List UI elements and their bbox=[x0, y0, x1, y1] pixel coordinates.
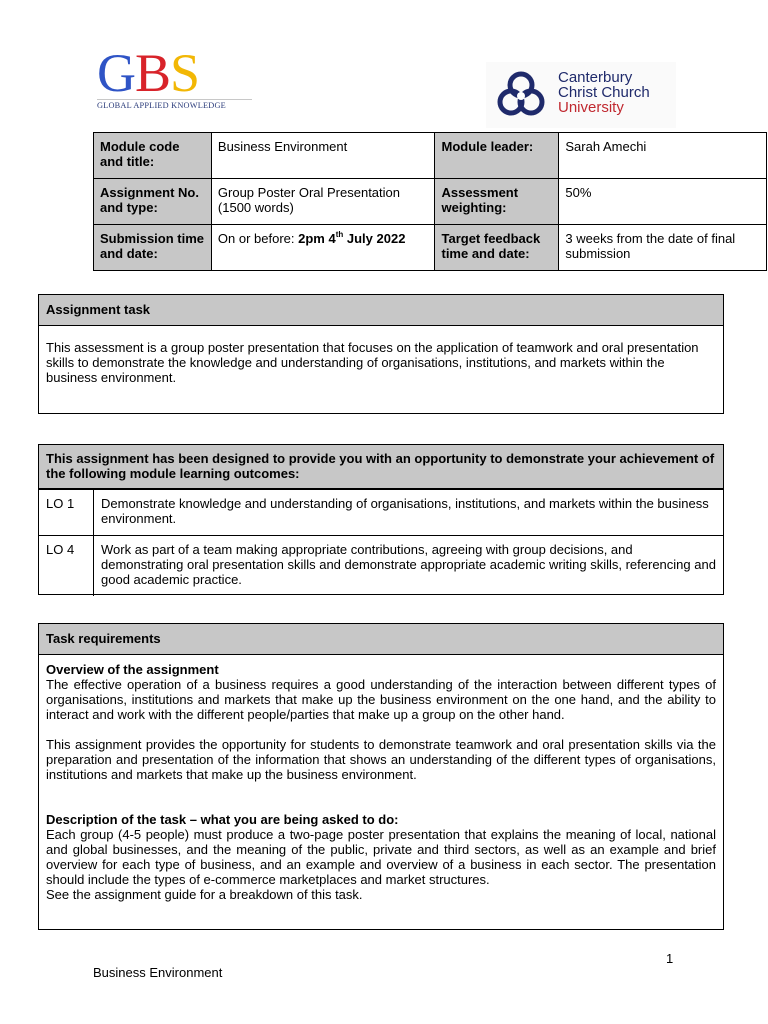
assignment-task-header: Assignment task bbox=[39, 295, 723, 326]
cccu-line-3: University bbox=[558, 99, 624, 116]
submission-ordinal: th bbox=[335, 230, 344, 239]
task-requirements-header: Task requirements bbox=[39, 624, 723, 655]
learning-outcome-code: LO 4 bbox=[39, 536, 94, 596]
gbs-letter-g: G bbox=[97, 43, 135, 103]
footer-text: Business Environment bbox=[93, 965, 223, 980]
assignment-task-box bbox=[38, 294, 724, 414]
submission-value bbox=[211, 225, 435, 271]
module-info-table bbox=[93, 132, 767, 271]
cccu-logo bbox=[486, 62, 676, 128]
feedback-value: 3 weeks from the date of final submission bbox=[559, 225, 767, 271]
gbs-logo bbox=[97, 43, 252, 112]
learning-outcomes-header: This assignment has been designed to provide you with an opportunity to demonstrate your achievement of the following module learning outcomes: bbox=[39, 445, 723, 489]
submission-time: 2pm 4 bbox=[298, 231, 336, 246]
submission-label: Submission time and date: bbox=[94, 225, 212, 271]
cccu-line-2: Christ Church bbox=[558, 84, 650, 101]
gbs-letter-b: B bbox=[135, 43, 171, 103]
learning-outcome-row bbox=[39, 489, 723, 535]
cccu-line-1: Canterbury bbox=[558, 69, 633, 86]
assignment-label: Assignment No. and type: bbox=[94, 179, 212, 225]
page-number: 1 bbox=[666, 951, 674, 966]
overview-paragraph: The effective operation of a business requires a good understanding of the interaction between different types of organisations, institutions and markets that make up the business environment on the one hand, and the ability to interact and work with the different people/parties that make up a group on the other hand. bbox=[46, 677, 716, 722]
module-leader-label: Module leader: bbox=[435, 133, 559, 179]
overview-paragraph: This assignment provides the opportunity for students to demonstrate teamwork and oral presentation skills via the preparation and presentation of the information that shows an understanding of the different types of organisations, institutions and markets that make up the business environment. bbox=[46, 737, 716, 782]
task-requirements-box bbox=[38, 623, 724, 930]
description-note: See the assignment guide for a breakdown of this task. bbox=[46, 887, 363, 902]
info-row bbox=[94, 133, 767, 179]
feedback-label: Target feedback time and date: bbox=[435, 225, 559, 271]
module-code-value: Business Environment bbox=[211, 133, 435, 179]
overview-heading: Overview of the assignment bbox=[46, 662, 219, 677]
module-code-label: Module code and title: bbox=[94, 133, 212, 179]
task-requirements-body bbox=[39, 655, 723, 910]
description-paragraph: Each group (4-5 people) must produce a two-page poster presentation that explains the meaning of local, national and global businesses, and the meaning of the public, private and third sectors, as well as an example and brief overview for each type of business, and an example and overview of a business in each sector. The presentation should include the types of e-commerce marketplaces and market structures. bbox=[46, 827, 716, 887]
weighting-value: 50% bbox=[559, 179, 767, 225]
cccu-trefoil-icon bbox=[496, 68, 546, 120]
submission-month-year: July 2022 bbox=[343, 231, 406, 246]
gbs-letter-s: S bbox=[170, 43, 200, 103]
info-row bbox=[94, 179, 767, 225]
learning-outcome-code: LO 1 bbox=[39, 490, 94, 535]
assignment-task-body: This assessment is a group poster presentation that focuses on the application of teamwork and oral presentation skills to demonstrate the knowledge and understanding of organisations, institutions, and markets within the business environment. bbox=[46, 340, 699, 385]
learning-outcome-row bbox=[39, 535, 723, 596]
info-row bbox=[94, 225, 767, 271]
learning-outcome-text: Demonstrate knowledge and understanding of organisations, institutions, and markets within the business environment. bbox=[101, 496, 709, 526]
submission-prefix: On or before: bbox=[217, 231, 299, 246]
description-heading: Description of the task – what you are being asked to do: bbox=[46, 812, 399, 827]
gbs-tagline: GLOBAL APPLIED KNOWLEDGE bbox=[97, 99, 252, 110]
learning-outcomes-box bbox=[38, 444, 724, 595]
assignment-value: Group Poster Oral Presentation (1500 words) bbox=[211, 179, 435, 225]
learning-outcome-text: Work as part of a team making appropriate contributions, agreeing with group decisions, and demonstrating oral presentation skills and demonstrate appropriate academic writing skills, referencing and good academic practice. bbox=[101, 542, 716, 587]
module-leader-value: Sarah Amechi bbox=[559, 133, 767, 179]
weighting-label: Assessment weighting: bbox=[435, 179, 559, 225]
